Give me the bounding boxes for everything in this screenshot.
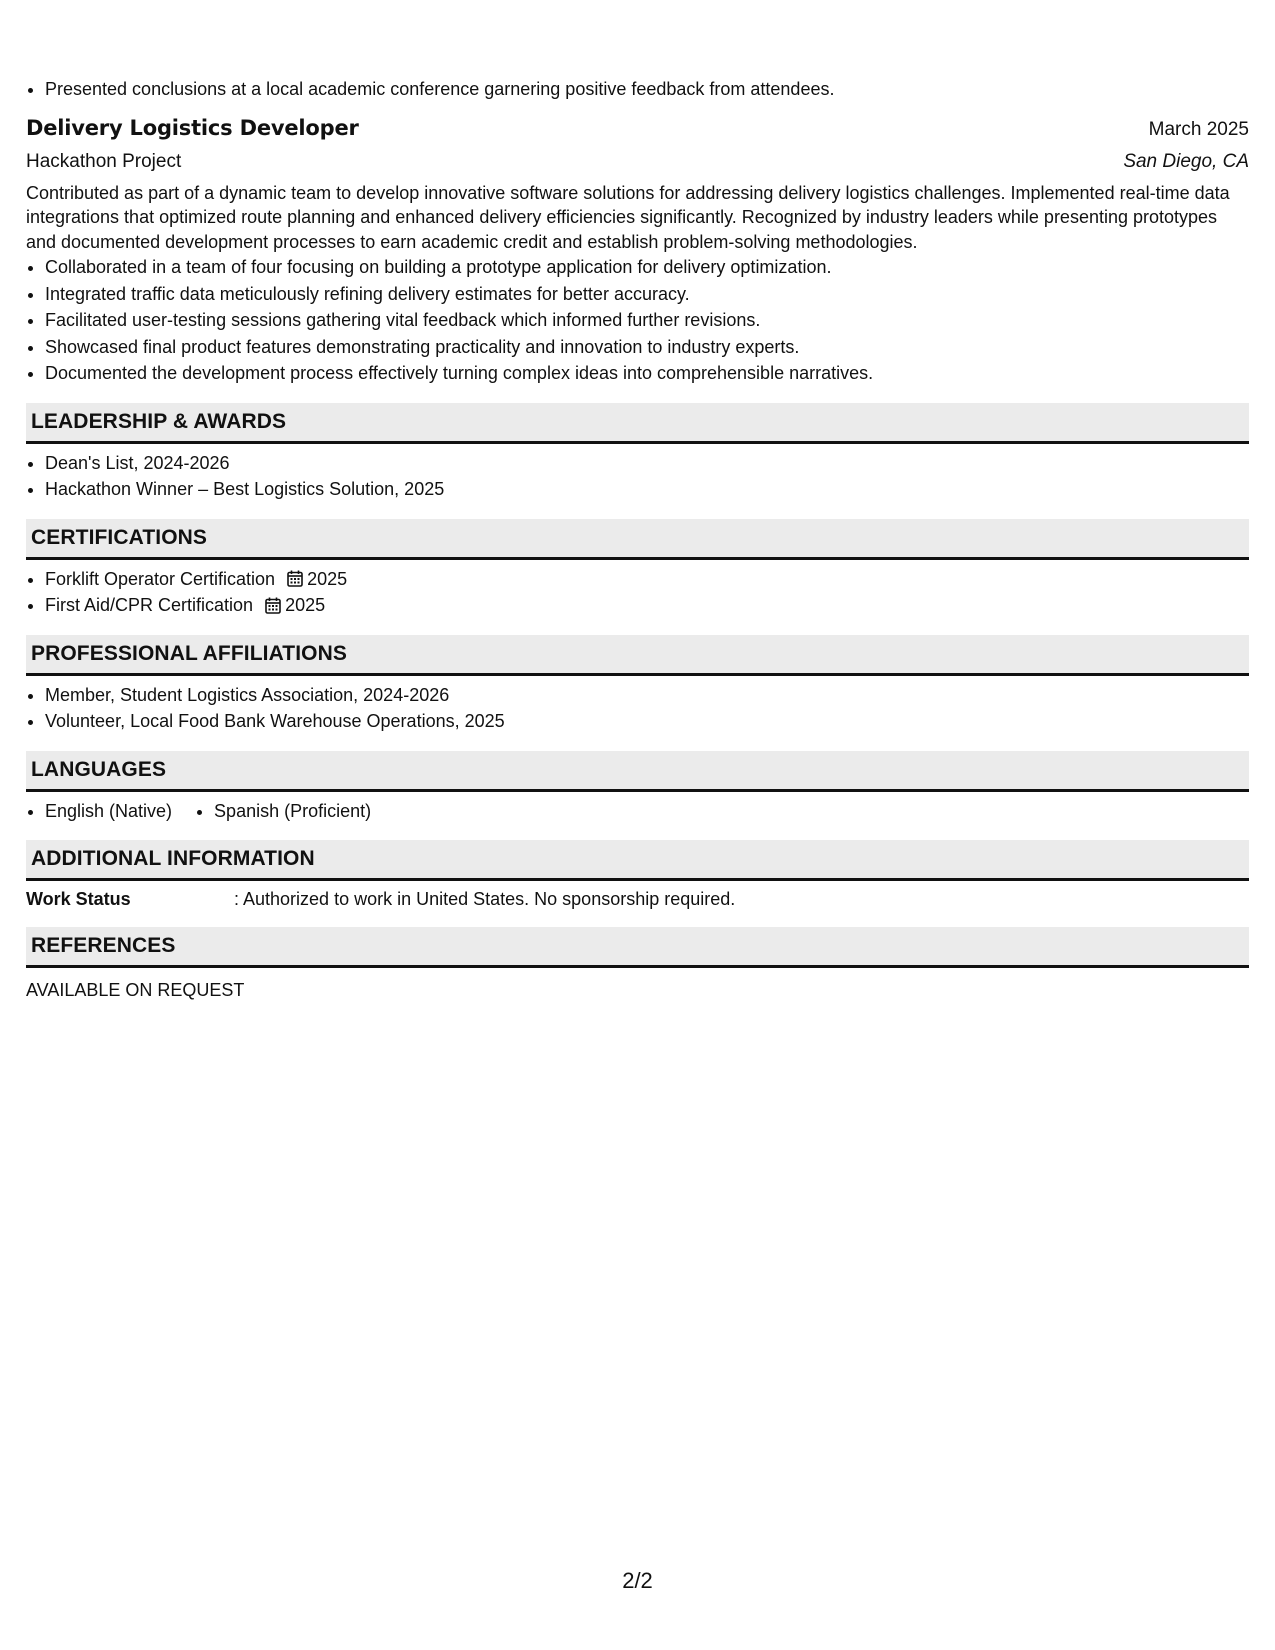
job-header (26, 113, 1249, 145)
certification-name: • First Aid/CPR Certification (45, 595, 254, 615)
languages-list (26, 798, 413, 825)
list-item: • English (Native) (45, 798, 172, 825)
references-text: AVAILABLE ON REQUEST (26, 980, 245, 1000)
list-item (45, 592, 1249, 619)
list-item (45, 566, 1249, 593)
certifications-list (26, 566, 1249, 619)
affiliations-list (26, 682, 1249, 735)
languages-row (26, 798, 1249, 825)
section-heading: CERTIFICATIONS (26, 519, 1249, 560)
job-entry (26, 113, 1249, 387)
certification-year: 2025 (285, 595, 326, 615)
job-organization: Hackathon Project (26, 150, 182, 172)
calendar-icon (287, 570, 303, 587)
certifications-section (26, 519, 1249, 619)
job-date: March 2025 (1148, 118, 1249, 140)
certification-year: 2025 (307, 568, 348, 589)
list-item: • Documented the development process effectively turning complex ideas into comprehensible narratives. (45, 360, 1249, 387)
list-item: • Dean's List, 2024-2026 (45, 450, 1249, 477)
work-status-row (26, 887, 1249, 911)
list-item: • Presented conclusions at a local academic conference garnering positive feedback from attendees. (45, 76, 1249, 103)
languages-section (26, 751, 1249, 825)
list-item: • Showcased final product features demonstrating practicality and innovation to industry experts. (45, 334, 1249, 361)
section-heading: LEADERSHIP & AWARDS (26, 403, 1249, 444)
leadership-list (26, 450, 1249, 503)
job-summary: Contributed as part of a dynamic team to develop innovative software solutions for addressing delivery logistics challenges. Implemented real-time data integrations that optimized route planning and enhanced delivery efficiencies significantly. Recognized by industry leaders while presenting prototypes and documented development processes to earn academic credit and establish problem-solving methodologies. (26, 182, 1230, 252)
list-item: • Collaborated in a team of four focusing on building a prototype application for delivery optimization. (45, 254, 1249, 281)
resume-page (26, 76, 1249, 1002)
additional-info-section (26, 840, 1249, 911)
previous-job-bullets (26, 76, 1249, 103)
work-status-label: Work Status (26, 889, 131, 909)
section-heading: REFERENCES (26, 927, 1249, 968)
certification-name: • Forklift Operator Certification (45, 568, 276, 589)
affiliations-section (26, 635, 1249, 735)
job-title: Delivery Logistics Developer (26, 115, 359, 140)
job-bullets (26, 254, 1249, 387)
job-subheader (26, 147, 1249, 177)
work-status-value: : Authorized to work in United States. No sponsorship required. (234, 889, 736, 909)
list-item: • Hackathon Winner – Best Logistics Solution, 2025 (45, 476, 1249, 503)
section-heading: PROFESSIONAL AFFILIATIONS (26, 635, 1249, 676)
list-item: • Integrated traffic data meticulously refining delivery estimates for better accuracy. (45, 281, 1249, 308)
leadership-section (26, 403, 1249, 503)
list-item: • Spanish (Proficient) (214, 798, 371, 825)
calendar-icon (265, 597, 281, 614)
list-item: • Facilitated user-testing sessions gathering vital feedback which informed further revisions. (45, 307, 1249, 334)
references-section (26, 927, 1249, 1002)
list-item: • Volunteer, Local Food Bank Warehouse Operations, 2025 (45, 708, 1249, 735)
job-location: San Diego, CA (1123, 150, 1249, 172)
page-number: 2/2 (622, 1568, 653, 1593)
list-item: • Member, Student Logistics Association, 2024-2026 (45, 682, 1249, 709)
section-heading: LANGUAGES (26, 751, 1249, 792)
section-heading: ADDITIONAL INFORMATION (26, 840, 1249, 881)
